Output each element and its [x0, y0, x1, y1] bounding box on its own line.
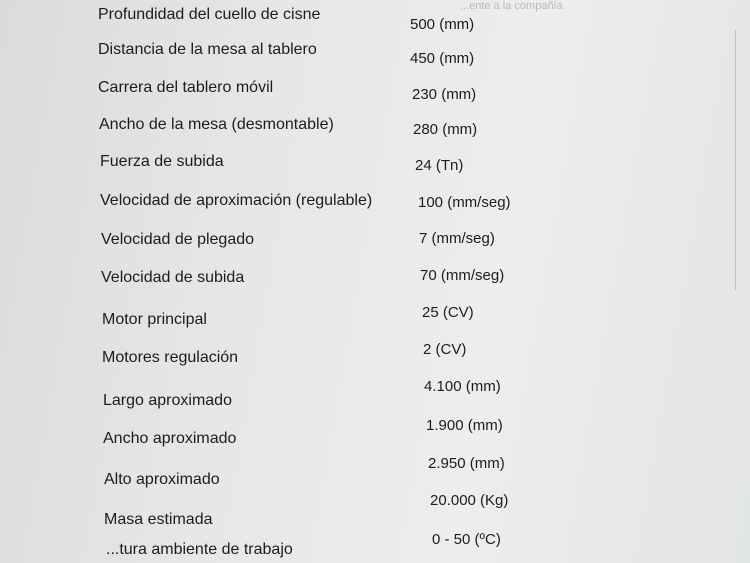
- spec-value: 24 (Tn): [415, 157, 464, 174]
- spec-row: [0, 456, 750, 486]
- spec-row: [0, 150, 750, 180]
- spec-value: 2 (CV): [423, 341, 467, 358]
- spec-row: [0, 340, 750, 370]
- spec-label: Velocidad de aproximación (regulable): [100, 192, 373, 209]
- spec-label: Motor principal: [102, 311, 207, 328]
- spec-label: Motores regulación: [102, 349, 239, 366]
- spec-label: Velocidad de plegado: [101, 231, 255, 248]
- spec-value: 280 (mm): [413, 121, 478, 138]
- spec-label: Distancia de la mesa al tablero: [98, 41, 317, 58]
- spec-row: [0, 492, 750, 528]
- spec-row: [0, 226, 750, 256]
- spec-label: ...tura ambiente de trabajo: [106, 541, 293, 558]
- spec-value: 230 (mm): [412, 86, 477, 103]
- spec-row: [0, 417, 750, 447]
- spec-value: 20.000 (Kg): [430, 492, 509, 509]
- spec-row: [0, 378, 750, 408]
- spec-value: 0 - 50 (ºC): [432, 531, 501, 548]
- spec-row: [0, 76, 750, 106]
- spec-value: 7 (mm/seg): [419, 230, 495, 247]
- spec-label: Carrera del tablero móvil: [98, 79, 274, 96]
- bleed-through-text: ...ente a la compañía: [460, 0, 563, 12]
- spec-value: 1.900 (mm): [426, 417, 503, 434]
- spec-row: [0, 113, 750, 143]
- spec-value: 25 (CV): [422, 304, 474, 321]
- spec-row: [0, 532, 750, 562]
- spec-label: Fuerza de subida: [100, 153, 224, 170]
- spec-value: 70 (mm/seg): [420, 267, 505, 284]
- spec-label: Ancho de la mesa (desmontable): [99, 116, 334, 133]
- spec-label: Ancho aproximado: [103, 430, 237, 447]
- spec-row: [0, 264, 750, 294]
- spec-label: Alto aproximado: [104, 471, 220, 488]
- spec-value: 500 (mm): [410, 16, 475, 33]
- spec-value: 2.950 (mm): [428, 455, 505, 472]
- spec-row: [0, 302, 750, 332]
- spec-label: Velocidad de subida: [101, 269, 245, 286]
- spec-label: Profundidad del cuello de cisne: [98, 6, 321, 23]
- spec-value: 4.100 (mm): [424, 378, 501, 395]
- spec-value: 100 (mm/seg): [418, 194, 511, 211]
- spec-value: 450 (mm): [410, 50, 475, 67]
- spec-label: Masa estimada: [104, 511, 213, 528]
- spec-row: [0, 40, 750, 70]
- spec-label: Largo aproximado: [103, 392, 232, 409]
- spec-row: [0, 5, 750, 35]
- spec-row: [0, 188, 750, 218]
